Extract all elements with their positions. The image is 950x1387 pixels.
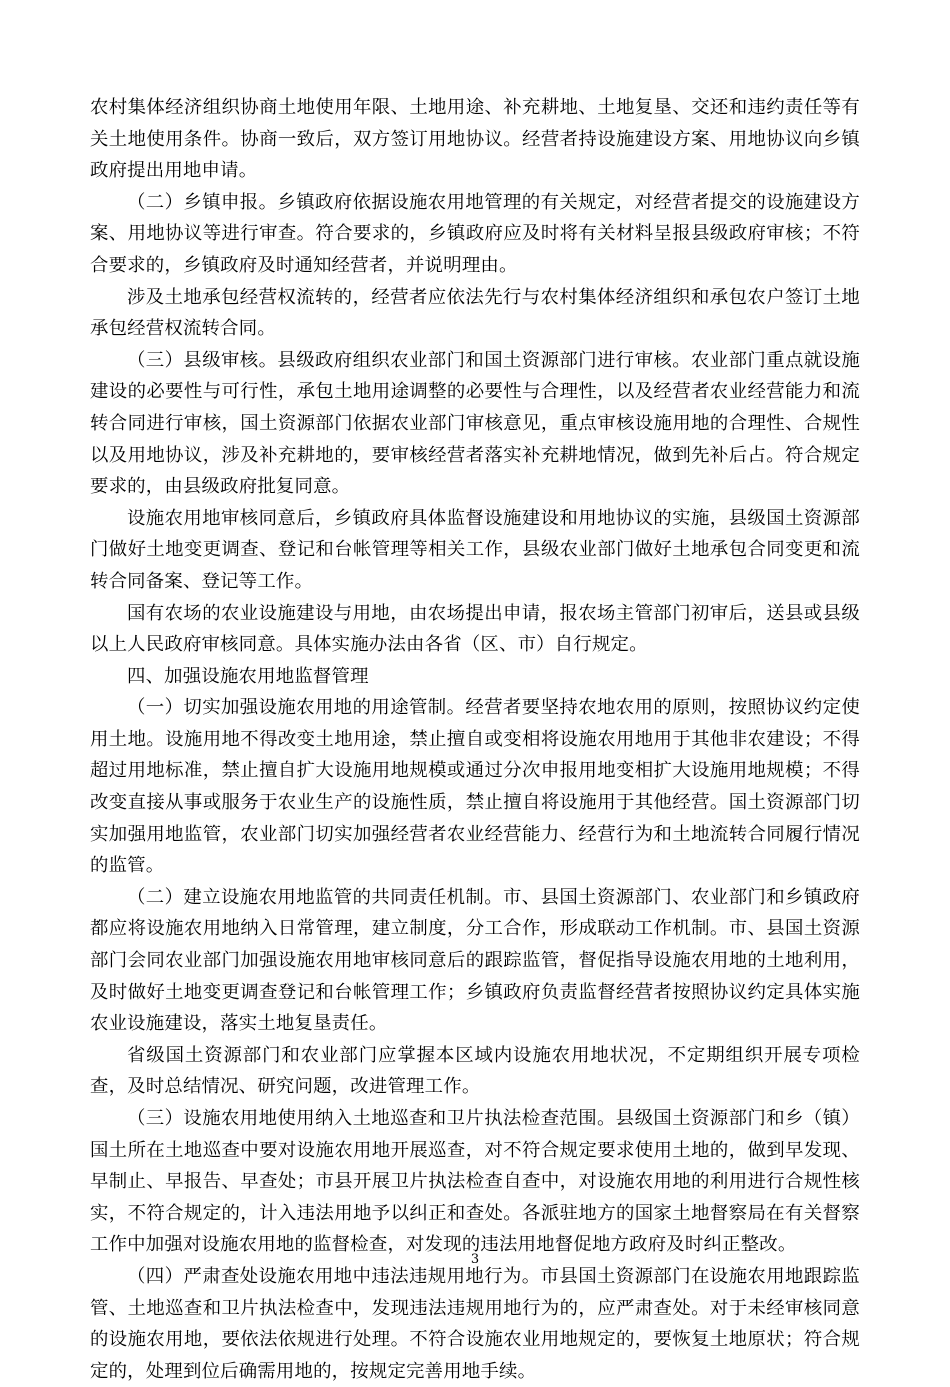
page-number: 3 [470, 1252, 480, 1267]
paragraph-violations: （四）严肃查处设施农用地中违法违规用地行为。市县国土资源部门在设施农用地跟踪监管、土地巡查和卫片执法检查中，发现违法违规用地行为的，应严肃查处。对于未经审核同意的设施农用地，要依法依规进行处理。不符合设施农业用地规定的，要恢复土地原状；符合规定的，处理到位后确需用地的，按规定完善用地手续。 [90, 1265, 860, 1382]
paragraph-land-transfer: 涉及土地承包经营权流转的，经营者应依法先行与农村集体经济组织和承包农户签订土地承包经营权流转合同。 [90, 286, 860, 340]
paragraph-joint-responsibility: （二）建立设施农用地监管的共同责任机制。市、县国土资源部门、农业部门和乡镇政府都应将设施农用地纳入日常管理，建立制度，分工合作，形成联动工作机制。市、县国土资源部门会同农业部门加强设施农用地审核同意后的跟踪监管，督促指导设施农用地的土地利用，及时做好土地变更调查登记和台帐管理工作；乡镇政府负责监督经营者按照协议约定具体实施农业设施建设，落实土地复垦责任。 [90, 886, 860, 1035]
paragraph-post-approval: 设施农用地审核同意后，乡镇政府具体监督设施建设和用地协议的实施，县级国土资源部门做好土地变更调查、登记和台帐管理等相关工作，县级农业部门做好土地承包合同变更和流转合同备案、登记等工作。 [90, 507, 860, 592]
paragraph-county-review: （三）县级审核。县级政府组织农业部门和国土资源部门进行审核。农业部门重点就设施建设的必要性与可行性，承包土地用途调整的必要性与合理性，以及经营者农业经营能力和流转合同进行审核，国土资源部门依据农业部门审核意见，重点审核设施用地的合理性、合规性以及用地协议，涉及补充耕地的，要审核经营者落实补充耕地情况，做到先补后占。符合规定要求的，由县级政府批复同意。 [90, 349, 860, 498]
paragraph-continuation: 农村集体经济组织协商土地使用年限、土地用途、补充耕地、土地复垦、交还和违约责任等有关土地使用条件。协商一致后，双方签订用地协议。经营者持设施建设方案、用地协议向乡镇政府提出用地申请。 [90, 97, 860, 182]
paragraph-use-control: （一）切实加强设施农用地的用途管制。经营者要坚持农地农用的原则，按照协议约定使用土地。设施用地不得改变土地用途，禁止擅自或变相将设施农用地用于其他非农建设；不得超过用地标准，禁止擅自扩大设施用地规模或通过分次申报用地变相扩大设施用地规模；不得改变直接从事或服务于农业生产的设施性质，禁止擅自将设施用于其他经营。国土资源部门切实加强用地监管，农业部门切实加强经营者农业经营能力、经营行为和土地流转合同履行情况的监管。 [90, 697, 860, 877]
section-heading-supervision: 四、加强设施农用地监督管理 [127, 665, 369, 687]
document-body [90, 92, 860, 1387]
paragraph-provincial-inspection: 省级国土资源部门和农业部门应掌握本区域内设施农用地状况，不定期组织开展专项检查，及时总结情况、研究问题，改进管理工作。 [90, 1044, 860, 1098]
paragraph-state-farms: 国有农场的农业设施建设与用地，由农场提出申请，报农场主管部门初审后，送县或县级以上人民政府审核同意。具体实施办法由各省（区、市）自行规定。 [90, 602, 860, 656]
paragraph-patrol-inspection: （三）设施农用地使用纳入土地巡查和卫片执法检查范围。县级国土资源部门和乡（镇）国土所在土地巡查中要对设施农用地开展巡查，对不符合规定要求使用土地的，做到早发现、早制止、早报告、早查处；市县开展卫片执法检查自查中，对设施农用地的利用进行合规性核实，不符合规定的，计入违法用地予以纠正和查处。各派驻地方的国家土地督察局在有关督察工作中加强对设施农用地的监督检查，对发现的违法用地督促地方政府及时纠正整改。 [90, 1108, 860, 1256]
paragraph-township-report: （二）乡镇申报。乡镇政府依据设施农用地管理的有关规定，对经营者提交的设施建设方案、用地协议等进行审查。符合要求的，乡镇政府应及时将有关材料呈报县级政府审核；不符合要求的，乡镇政府及时通知经营者，并说明理由。 [90, 191, 860, 276]
